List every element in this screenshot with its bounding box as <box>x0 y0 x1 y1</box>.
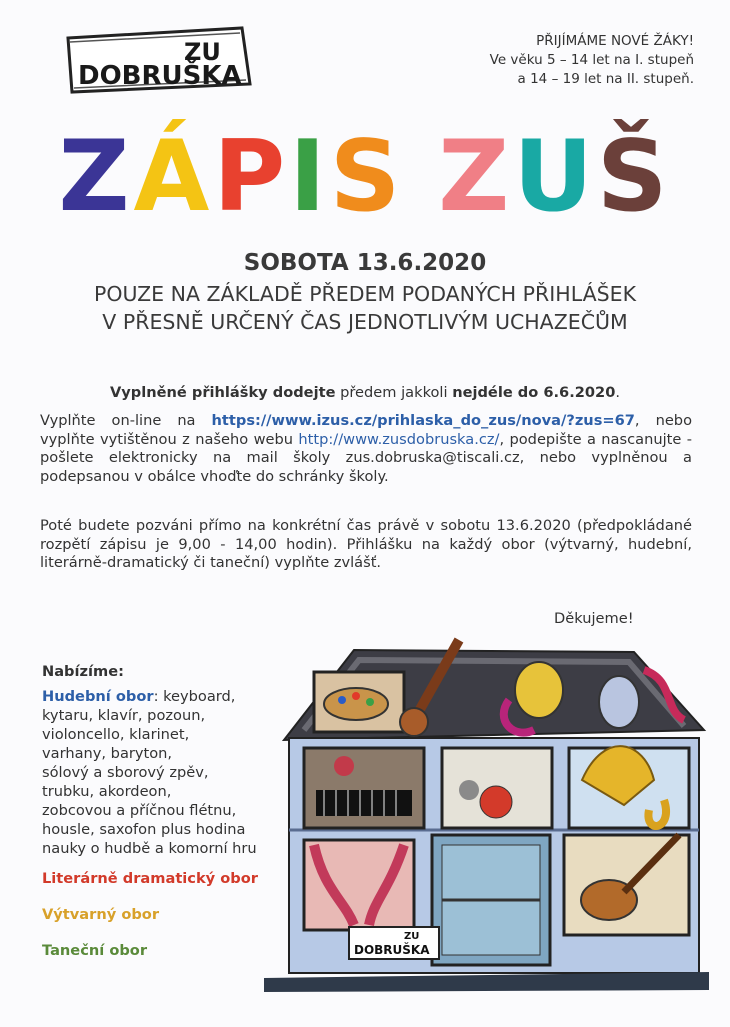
notice-line-2: Ve věku 5 – 14 let na I. stupeň <box>489 52 694 68</box>
title-letter: P <box>213 120 290 234</box>
title-letter: Z <box>58 120 134 234</box>
school-logo <box>64 24 254 96</box>
music-line-7: housle, saxofon plus hodina <box>42 821 246 838</box>
thanks-text: Děkujeme! <box>554 610 634 627</box>
title-letter: I <box>289 120 330 234</box>
title-letter: Z <box>438 120 514 234</box>
title-letter: Á <box>133 120 214 234</box>
music-line-0: : keyboard, <box>153 688 236 705</box>
school-building-drawing <box>264 630 709 995</box>
deadline-bold-1: Vyplněné přihlášky dodejte <box>109 384 336 401</box>
music-line-2: violoncello, klarinet, <box>42 726 190 743</box>
instructions-paragraph <box>40 412 692 486</box>
music-line-8: nauky o hudbě a komorní hru <box>42 840 257 857</box>
deadline-paragraph <box>0 384 730 403</box>
music-line-6: zobcovou a příčnou flétnu, <box>42 802 237 819</box>
event-date: SOBOTA 13.6.2020 <box>243 250 487 276</box>
art-offer: Výtvarný obor <box>42 906 160 923</box>
title-letter: Š <box>596 120 672 234</box>
school-web-link[interactable]: http://www.zusdobruska.cz/ <box>298 430 500 448</box>
schedule-paragraph: Poté budete pozváni přímo na konkrétní čas právě v sobotu 13.6.2020 (předpokládané rozpětí zápisu je 9,00 - 14,00 hodin). Přihlášku na každý obor (výtvarný, hudební, literárně-dramatický či taneční) vyplňte zvlášť. <box>40 517 692 572</box>
deadline-text-1: předem jakkoli <box>335 384 453 401</box>
instructions-text-1: Vyplňte on-line na <box>40 412 212 429</box>
logo-bottom-text: DOBRUŠKA <box>78 61 242 91</box>
dance-offer: Taneční obor <box>42 942 148 959</box>
sign-text: DOBRUŠKA <box>354 943 430 957</box>
page-title <box>0 122 730 232</box>
music-offer <box>42 687 282 858</box>
instructions-text-3: , podepište a nascanujte - pošlete elektronicky na mail školy zus.dobruska@tiscali.cz, nebo vyplněnou a podepsanou v obálce vhoďte do schránky školy. <box>40 430 692 485</box>
tragedy-mask-icon <box>599 676 639 728</box>
subtitle-line-1: POUZE NA ZÁKLADĚ PŘEDEM PODANÝCH PŘIHLÁŠEK <box>93 282 637 306</box>
literary-offer: Literárně dramatický obor <box>42 870 258 887</box>
music-line-1: kytaru, klavír, pozoun, <box>42 707 206 724</box>
logo-top-text: ZU <box>184 38 221 66</box>
offer-title: Nabízíme: <box>42 663 124 680</box>
title-letter: U <box>513 120 597 234</box>
notice-line-1: PŘIJÍMÁME NOVÉ ŽÁKY! <box>536 33 694 49</box>
notice-line-3: a 14 – 19 let na II. stupeň. <box>517 71 694 87</box>
ground <box>264 972 709 992</box>
izus-link[interactable]: https://www.izus.cz/prihlaska_do_zus/nova/?zus=67 <box>211 412 635 429</box>
title-letter: S <box>329 120 405 234</box>
comedy-mask-icon <box>515 662 563 718</box>
instructions-text-2: , nebo vyplňte vytištěnou z našeho webu <box>40 412 692 448</box>
music-line-3: varhany, baryton, <box>42 745 173 762</box>
music-line-5: trubku, akordeon, <box>42 783 172 800</box>
subtitle-line-2: V PŘESNĚ URČENÝ ČAS JEDNOTLIVÝM UCHAZEČŮM <box>102 310 628 334</box>
sign-top-text: ZU <box>404 931 420 942</box>
admission-notice <box>490 32 694 89</box>
music-label: Hudební obor <box>42 688 154 705</box>
deadline-bold-2: nejdéle do 6.6.2020 <box>452 384 616 401</box>
music-line-4: sólový a sborový zpěv, <box>42 764 209 781</box>
deadline-text-2: . <box>615 384 621 401</box>
